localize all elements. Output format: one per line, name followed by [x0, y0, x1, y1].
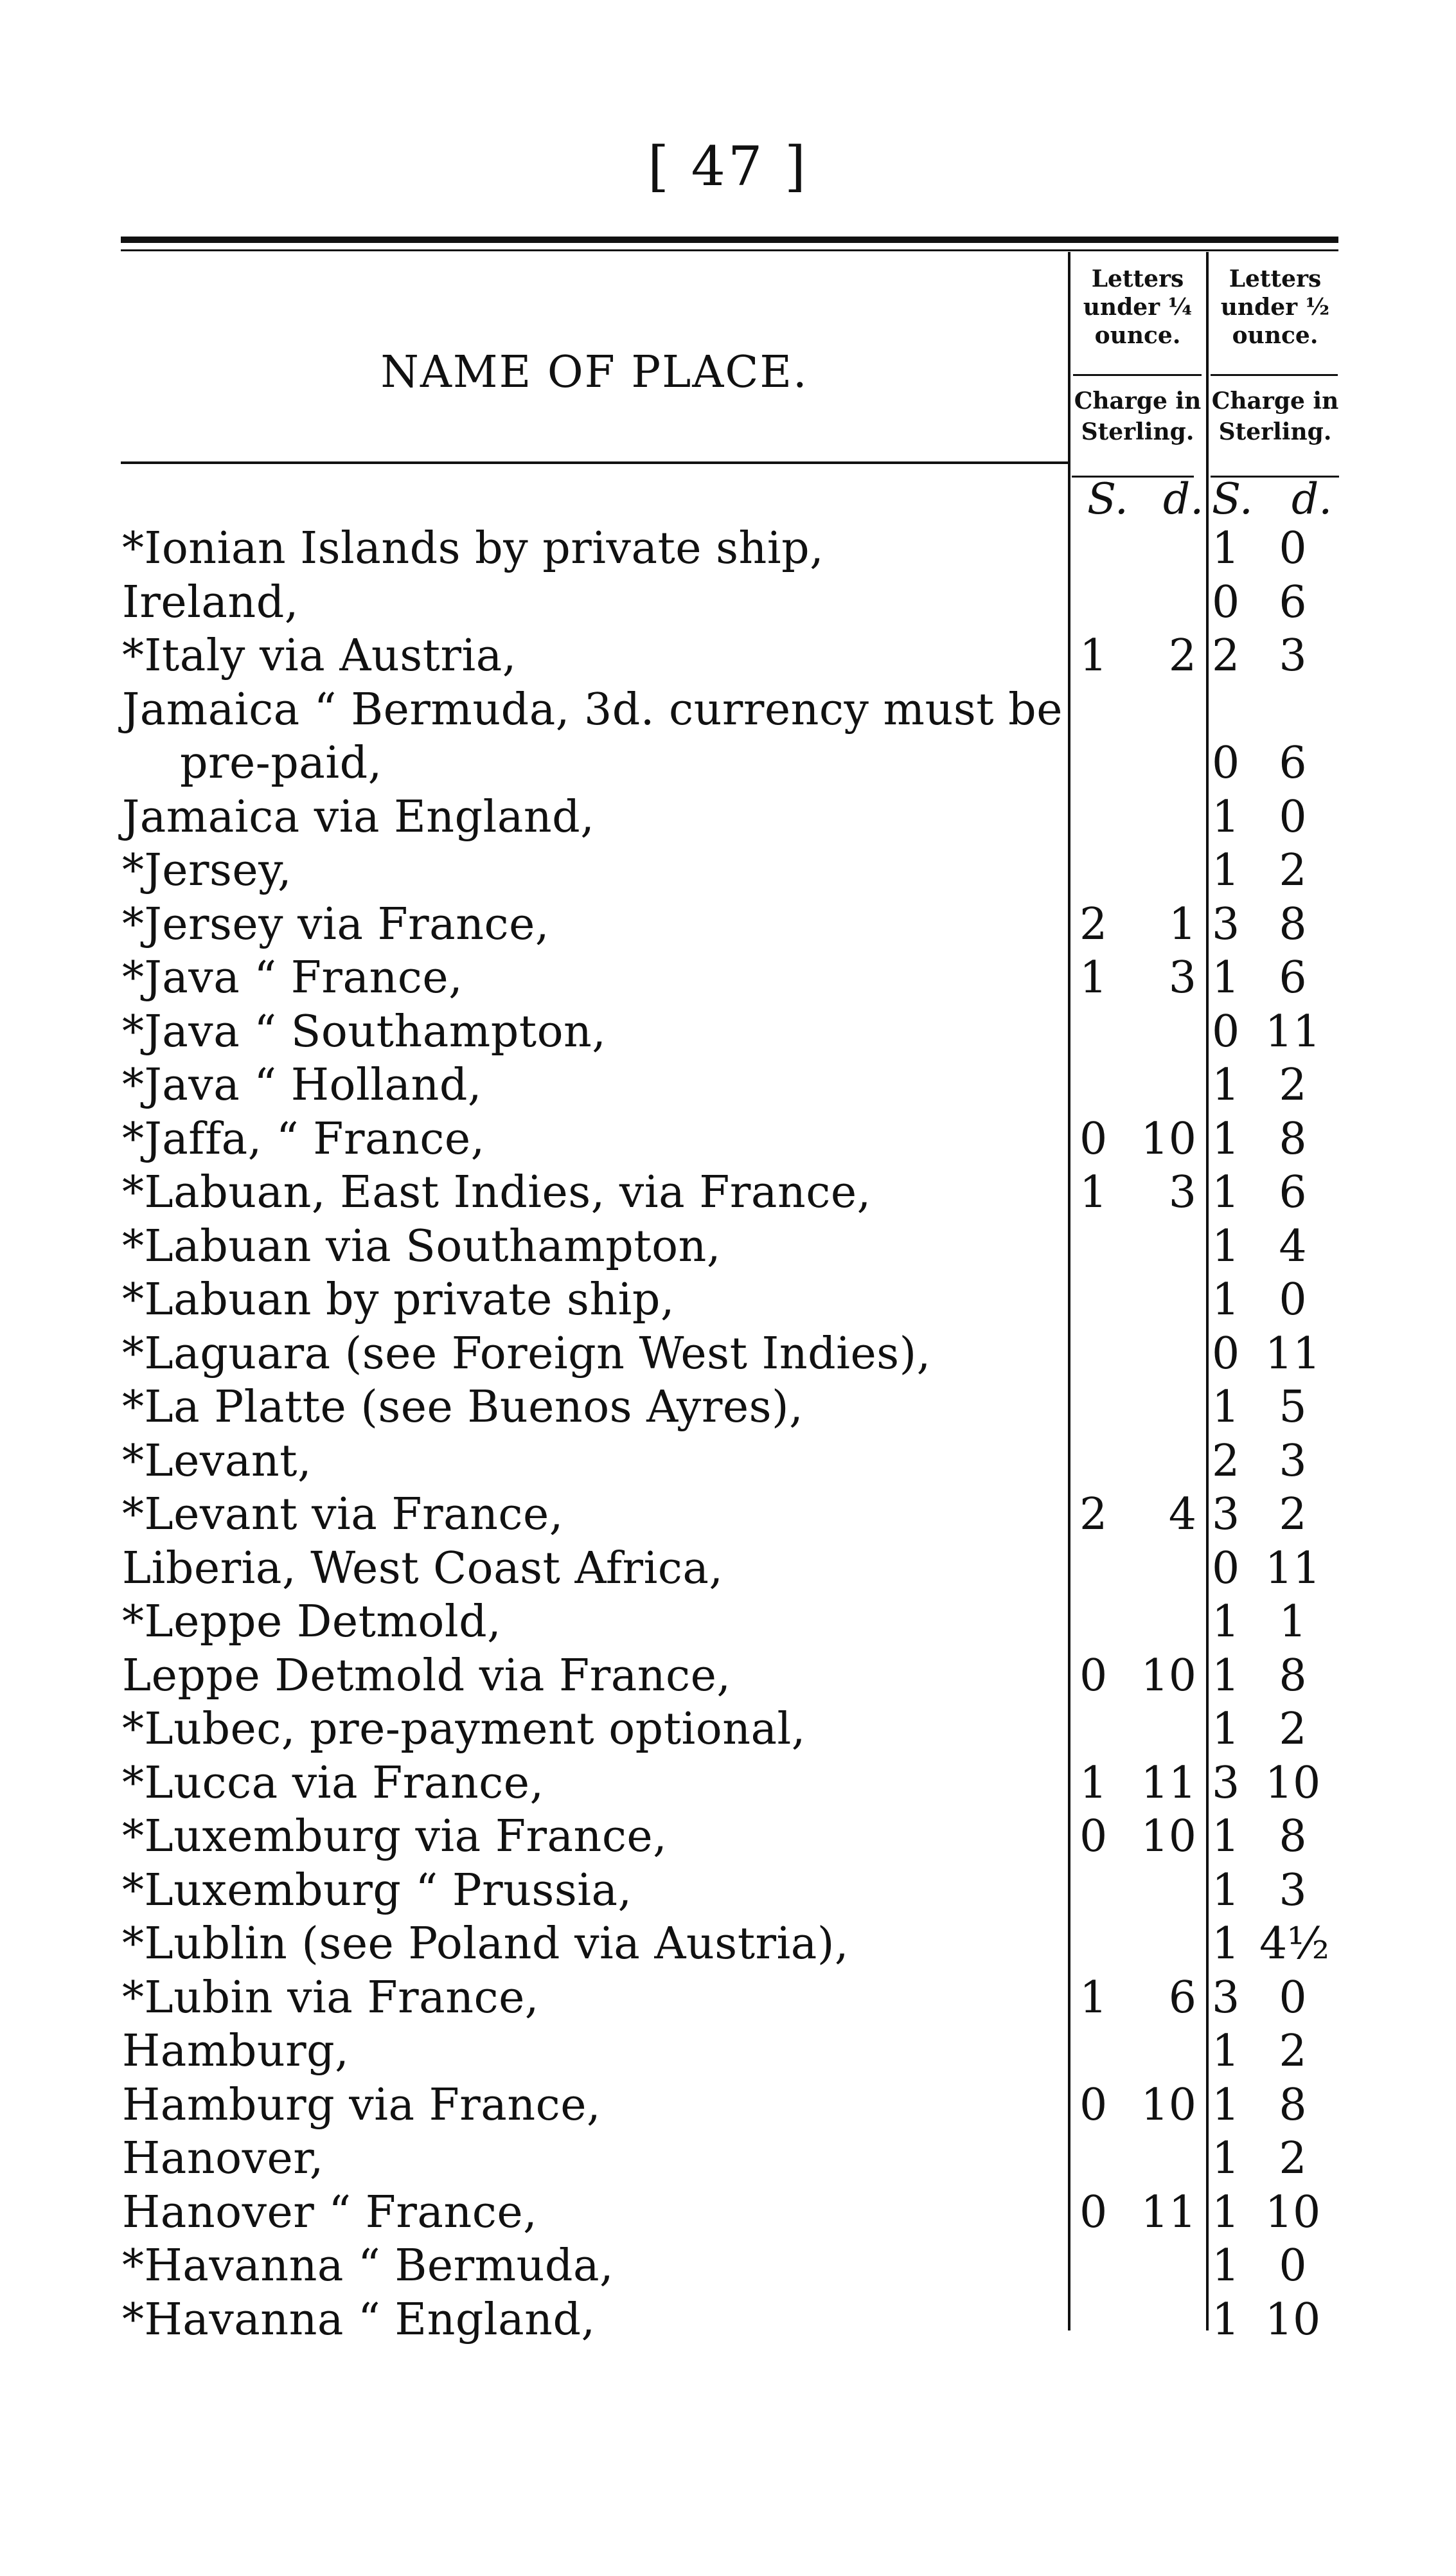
half-ounce-shillings: 0 [1212, 577, 1240, 628]
table-row [0, 844, 1456, 898]
place-name: Liberia, West Coast Africa, [122, 1543, 724, 1594]
col1-charge-line2: Sterling. [1081, 418, 1194, 445]
half-ounce-shillings: 1 [1212, 1597, 1240, 1647]
place-name: *Havanna “ England, [122, 2294, 596, 2345]
half-ounce-shillings: 1 [1212, 2026, 1240, 2077]
place-name: *Jaffa, “ France, [122, 1113, 485, 1165]
place-name: Hamburg via France, [122, 2079, 601, 2131]
table-row [0, 576, 1456, 630]
half-ounce-pence: 0 [1279, 1275, 1307, 1325]
half-ounce-pence: 3 [1279, 1435, 1307, 1487]
half-ounce-pence: 6 [1279, 577, 1307, 628]
half-ounce-pence: 2 [1279, 1704, 1307, 1755]
col2-charge-line1: Charge in [1211, 388, 1339, 415]
table-row [0, 791, 1456, 845]
col1-heading-line2: under ¼ [1083, 294, 1193, 321]
quarter-ounce-pence: 10 [1141, 2079, 1196, 2131]
half-ounce-pence: 2 [1279, 2133, 1307, 2184]
half-ounce-shillings: 3 [1212, 1972, 1240, 2023]
half-ounce-shillings: 1 [1212, 2187, 1240, 2238]
half-ounce-shillings: 1 [1212, 791, 1240, 843]
half-ounce-shillings: 2 [1212, 1435, 1240, 1487]
place-name: *Java “ Southampton, [122, 1006, 607, 1057]
col2-heading-line1: Letters [1229, 265, 1322, 292]
col1-charge-label [1072, 386, 1203, 447]
place-name: *Laguara (see Foreign West Indies), [122, 1328, 931, 1379]
column-title: NAME OF PLACE. [380, 347, 808, 398]
table-row [0, 1005, 1456, 1059]
col2-charge-line2: Sterling. [1218, 418, 1332, 445]
table-row [0, 2025, 1456, 2079]
place-name: *Ionian Islands by private ship, [122, 523, 824, 574]
half-ounce-pence: 6 [1279, 953, 1307, 1003]
table-row [0, 1971, 1456, 2025]
half-ounce-pence: 8 [1279, 1650, 1307, 1701]
place-name: *Labuan by private ship, [122, 1275, 675, 1325]
half-ounce-shillings: 3 [1212, 1757, 1240, 1809]
quarter-ounce-shillings: 0 [1079, 1811, 1108, 1862]
quarter-ounce-shillings: 1 [1079, 953, 1108, 1003]
table-row [0, 1435, 1456, 1489]
half-ounce-pence: 8 [1279, 1811, 1307, 1862]
half-ounce-shillings: 1 [1212, 1811, 1240, 1862]
table-row [0, 1059, 1456, 1113]
half-ounce-shillings: 0 [1212, 1006, 1240, 1057]
place-name: *Luxemburg via France, [122, 1811, 668, 1862]
place-name: *Labuan via Southampton, [122, 1221, 721, 1272]
quarter-ounce-pence: 1 [1168, 899, 1196, 950]
table-row [0, 1488, 1456, 1542]
place-name: *Java “ Holland, [122, 1060, 482, 1111]
place-name: *Jersey via France, [122, 899, 549, 950]
page-number: [ 47 ] [648, 135, 808, 198]
table-row [0, 1757, 1456, 1811]
half-ounce-shillings: 1 [1212, 2294, 1240, 2345]
quarter-ounce-pence: 10 [1141, 1811, 1196, 1862]
half-ounce-shillings: 1 [1212, 1865, 1240, 1916]
table-row [0, 1327, 1456, 1381]
half-ounce-shillings: 1 [1212, 1275, 1240, 1325]
place-name: Hanover, [122, 2133, 324, 2184]
half-ounce-pence: 6 [1279, 738, 1307, 789]
col1-subrule [1073, 374, 1202, 376]
quarter-ounce-shillings: 1 [1079, 1972, 1108, 2023]
place-name: *Levant via France, [122, 1489, 564, 1540]
place-name: *Java “ France, [122, 953, 463, 1003]
half-ounce-pence: 8 [1279, 899, 1307, 950]
half-ounce-pence: 10 [1265, 1757, 1321, 1809]
half-ounce-pence: 8 [1279, 1113, 1307, 1165]
table-row [0, 629, 1456, 683]
half-ounce-pence: 2 [1279, 2026, 1307, 2077]
half-ounce-shillings: 1 [1212, 1919, 1240, 1969]
table-row [0, 683, 1456, 737]
table-row [0, 1595, 1456, 1649]
place-name: *Levant, [122, 1435, 312, 1487]
table-row [0, 1542, 1456, 1596]
place-name: Jamaica via England, [122, 791, 595, 843]
half-ounce-shillings: 2 [1212, 631, 1240, 681]
place-name: *Lucca via France, [122, 1757, 544, 1809]
place-name: *Lublin (see Poland via Austria), [122, 1919, 849, 1969]
table-row [0, 898, 1456, 952]
table-row [0, 2186, 1456, 2240]
quarter-ounce-pence: 10 [1141, 1113, 1196, 1165]
half-ounce-pence: 10 [1265, 2187, 1321, 2238]
unit-pence-2: d. [1292, 474, 1333, 524]
quarter-ounce-shillings: 0 [1079, 1650, 1108, 1701]
half-ounce-pence: 11 [1265, 1006, 1321, 1057]
table-row [0, 1381, 1456, 1435]
place-name: *Labuan, East Indies, via France, [122, 1167, 871, 1218]
half-ounce-shillings: 1 [1212, 1650, 1240, 1701]
half-ounce-shillings: 1 [1212, 523, 1240, 574]
place-name: Hanover “ France, [122, 2187, 538, 2238]
quarter-ounce-shillings: 1 [1079, 631, 1108, 681]
half-ounce-shillings: 1 [1212, 953, 1240, 1003]
place-name: *Italy via Austria, [122, 631, 517, 681]
half-ounce-pence: 2 [1279, 1060, 1307, 1111]
half-ounce-pence: 2 [1279, 845, 1307, 896]
half-ounce-pence: 0 [1279, 791, 1307, 843]
half-ounce-pence: 11 [1265, 1543, 1321, 1594]
col2-heading-line2: under ½ [1220, 294, 1330, 321]
half-ounce-shillings: 1 [1212, 1167, 1240, 1218]
col1-heading-line1: Letters [1091, 265, 1184, 292]
quarter-ounce-shillings: 1 [1079, 1167, 1108, 1218]
quarter-ounce-pence: 2 [1168, 631, 1196, 681]
table-row [0, 1649, 1456, 1703]
col1-heading-line3: ounce. [1094, 322, 1181, 349]
place-name: *Jersey, [122, 845, 292, 896]
half-ounce-shillings: 3 [1212, 899, 1240, 950]
header-rule-thick [121, 237, 1338, 243]
col2-subrule [1211, 374, 1338, 376]
quarter-ounce-shillings: 1 [1079, 1757, 1108, 1809]
half-ounce-pence: 1 [1279, 1597, 1307, 1647]
table-row [0, 2132, 1456, 2186]
half-ounce-pence: 5 [1279, 1382, 1307, 1433]
table-row [0, 737, 1456, 791]
col2-charge-label [1209, 386, 1341, 447]
quarter-ounce-pence: 4 [1168, 1489, 1196, 1540]
table-row [0, 1166, 1456, 1220]
table-row [0, 2079, 1456, 2133]
quarter-ounce-pence: 3 [1168, 953, 1196, 1003]
quarter-ounce-shillings: 2 [1079, 899, 1108, 950]
place-name: *La Platte (see Buenos Ayres), [122, 1382, 804, 1433]
half-ounce-shillings: 0 [1212, 1543, 1240, 1594]
half-ounce-shillings: 1 [1212, 1060, 1240, 1111]
table-row [0, 1917, 1456, 1971]
half-ounce-shillings: 1 [1212, 845, 1240, 896]
half-ounce-shillings: 1 [1212, 2079, 1240, 2131]
place-name: pre-paid, [180, 738, 382, 789]
table-row [0, 1703, 1456, 1757]
place-name: Hamburg, [122, 2026, 350, 2077]
table-row [0, 2293, 1456, 2347]
col1-charge-line1: Charge in [1074, 388, 1202, 415]
header-rule-thin [121, 249, 1338, 251]
half-ounce-pence: 8 [1279, 2079, 1307, 2131]
half-ounce-pence: 3 [1279, 631, 1307, 681]
unit-pence-1: d. [1163, 474, 1204, 524]
unit-shillings-2: S. [1212, 474, 1253, 524]
rate-table [0, 522, 1456, 2347]
half-ounce-pence: 10 [1265, 2294, 1321, 2345]
half-ounce-shillings: 1 [1212, 2241, 1240, 2291]
half-ounce-shillings: 1 [1212, 2133, 1240, 2184]
place-name: *Leppe Detmold, [122, 1597, 502, 1647]
place-name: *Luxemburg “ Prussia, [122, 1865, 632, 1916]
half-ounce-pence: 3 [1279, 1865, 1307, 1916]
place-name: Ireland, [122, 577, 299, 628]
quarter-ounce-shillings: 0 [1079, 2187, 1108, 2238]
half-ounce-pence: 0 [1279, 523, 1307, 574]
table-row [0, 1864, 1456, 1918]
half-ounce-shillings: 1 [1212, 1113, 1240, 1165]
half-ounce-shillings: 1 [1212, 1382, 1240, 1433]
half-ounce-pence: 2 [1279, 1489, 1307, 1540]
quarter-ounce-shillings: 0 [1079, 1113, 1108, 1165]
half-ounce-shillings: 0 [1212, 738, 1240, 789]
table-row [0, 1810, 1456, 1864]
quarter-ounce-pence: 11 [1141, 2187, 1196, 2238]
table-row [0, 522, 1456, 576]
table-row [0, 1113, 1456, 1167]
table-row [0, 951, 1456, 1005]
half-ounce-shillings: 1 [1212, 1704, 1240, 1755]
half-ounce-shillings: 0 [1212, 1328, 1240, 1379]
half-ounce-pence: 4½ [1259, 1919, 1330, 1969]
quarter-ounce-pence: 6 [1168, 1972, 1196, 2023]
half-ounce-pence: 4 [1279, 1221, 1307, 1272]
col2-heading [1209, 265, 1341, 350]
half-ounce-pence: 6 [1279, 1167, 1307, 1218]
quarter-ounce-pence: 3 [1168, 1167, 1196, 1218]
half-ounce-pence: 11 [1265, 1328, 1321, 1379]
table-row [0, 1220, 1456, 1274]
half-ounce-pence: 0 [1279, 2241, 1307, 2291]
col1-heading [1072, 265, 1203, 350]
half-ounce-pence: 0 [1279, 1972, 1307, 2023]
place-name: *Lubec, pre-payment optional, [122, 1704, 806, 1755]
half-ounce-shillings: 1 [1212, 1221, 1240, 1272]
quarter-ounce-pence: 10 [1141, 1650, 1196, 1701]
quarter-ounce-pence: 11 [1141, 1757, 1196, 1809]
quarter-ounce-shillings: 2 [1079, 1489, 1108, 1540]
table-row [0, 1273, 1456, 1327]
place-name: Jamaica “ Bermuda, 3d. currency must be [122, 684, 1063, 735]
half-ounce-shillings: 3 [1212, 1489, 1240, 1540]
place-name: Leppe Detmold via France, [122, 1650, 731, 1701]
table-row [0, 2239, 1456, 2293]
col2-heading-line3: ounce. [1232, 322, 1318, 349]
quarter-ounce-shillings: 0 [1079, 2079, 1108, 2131]
place-name: *Lubin via France, [122, 1972, 539, 2023]
place-name: *Havanna “ Bermuda, [122, 2241, 614, 2291]
unit-shillings-1: S. [1087, 474, 1128, 524]
name-column-rule [121, 461, 1069, 464]
